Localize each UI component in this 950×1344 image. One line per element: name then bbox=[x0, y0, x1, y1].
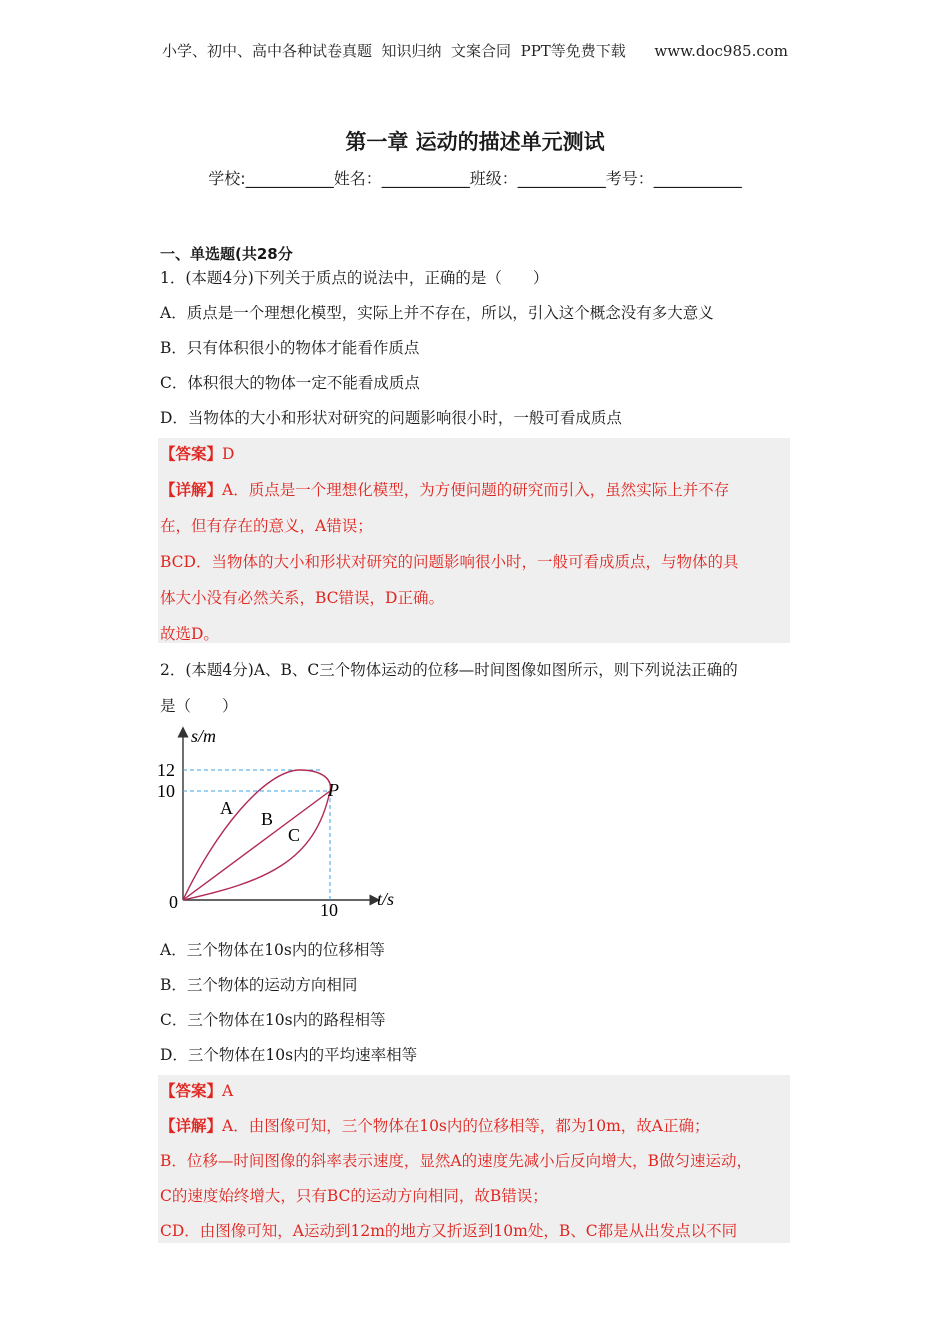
y-tick-12: 12 bbox=[157, 760, 175, 780]
q1-detail-line-4: 体大小没有必然关系，BC错误，D正确。 bbox=[160, 589, 444, 607]
q1-detail-line-5: 故选D。 bbox=[160, 625, 219, 643]
q2-answer-value: A bbox=[222, 1082, 234, 1100]
x-tick-10: 10 bbox=[320, 900, 338, 920]
q1-option-a: A．质点是一个理想化模型，实际上并不存在，所以，引入这个概念没有多大意义 bbox=[160, 304, 714, 322]
q2-answer-tag: 【答案】 bbox=[160, 1081, 223, 1100]
page-title: 第一章 运动的描述单元测试 bbox=[345, 130, 605, 154]
point-p-label: P bbox=[328, 780, 339, 800]
q2-detail-line-2: B．位移—时间图像的斜率表示速度，显然A的速度先减小后反向增大，B做匀速运动， bbox=[160, 1152, 752, 1170]
q1-answer-tag: 【答案】 bbox=[160, 444, 223, 463]
q2-stem-line-2: 是（ ） bbox=[160, 697, 238, 715]
q2-option-d: D．三个物体在10s内的平均速率相等 bbox=[160, 1046, 418, 1064]
q2-detail-line-3: C的速度始终增大，只有BC的运动方向相同，故B错误； bbox=[160, 1187, 548, 1205]
position-time-graph bbox=[155, 722, 405, 927]
q2-answer bbox=[160, 1081, 233, 1101]
curve-a-label: A bbox=[220, 798, 233, 818]
q1-detail-line-1: 【详解】A．质点是一个理想化模型，为方便问题的研究而引入，虽然实际上并不存 bbox=[160, 480, 730, 499]
curve-b bbox=[183, 791, 330, 900]
q1-answer bbox=[160, 444, 234, 464]
q2-option-c: C．三个物体在10s内的路程相等 bbox=[160, 1011, 386, 1029]
q1-option-b: B．只有体积很小的物体才能看作质点 bbox=[160, 339, 420, 357]
q2-detail-line-4: CD．由图像可知，A运动到12m的地方又折返到10m处，B、C都是从出发点以不同 bbox=[160, 1222, 738, 1240]
q1-option-d: D．当物体的大小和形状对研究的问题影响很小时，一般可看成质点 bbox=[160, 409, 622, 427]
q1-detail-tag: 【详解】 bbox=[160, 480, 223, 499]
q2-option-b: B．三个物体的运动方向相同 bbox=[160, 976, 358, 994]
y-axis-label: s/m bbox=[191, 726, 217, 746]
curve-b-label: B bbox=[261, 809, 274, 829]
q2-detail-tag: 【详解】 bbox=[160, 1116, 223, 1135]
q1-detail-line-3: BCD．当物体的大小和形状对研究的问题影响很小时，一般可看成质点，与物体的具 bbox=[160, 553, 739, 571]
q2-stem-line-1: 2．(本题4分)A、B、C三个物体运动的位移—时间图像如图所示，则下列说法正确的 bbox=[160, 661, 738, 679]
q1-detail-line-2: 在，但有存在的意义，A错误； bbox=[160, 517, 373, 535]
q1-stem: 1．(本题4分)下列关于质点的说法中，正确的是（ ） bbox=[160, 269, 549, 287]
q2-detail-line-1: 【详解】A．由图像可知，三个物体在10s内的位移相等，都为10m，故A正确； bbox=[160, 1116, 710, 1135]
site-banner: 小学、初中、高中各种试卷真题 知识归纳 文案合同 PPT等免费下载 www.doc985.com bbox=[161, 42, 788, 60]
q1-option-c: C．体积很大的物体一定不能看成质点 bbox=[160, 374, 420, 392]
curve-c-label: C bbox=[288, 825, 301, 845]
student-info-line: 学校:___________姓名：___________班级：___________考号：___________ bbox=[208, 169, 742, 188]
origin-label: 0 bbox=[169, 892, 178, 912]
curve-a bbox=[183, 770, 330, 900]
x-axis-label: t/s bbox=[377, 889, 395, 909]
section-heading: 一、单选题(共28分 bbox=[160, 245, 293, 263]
q1-answer-box bbox=[158, 438, 790, 643]
y-tick-10: 10 bbox=[157, 781, 175, 801]
q1-answer-value: D bbox=[222, 445, 235, 463]
q2-option-a: A．三个物体在10s内的位移相等 bbox=[160, 941, 385, 959]
